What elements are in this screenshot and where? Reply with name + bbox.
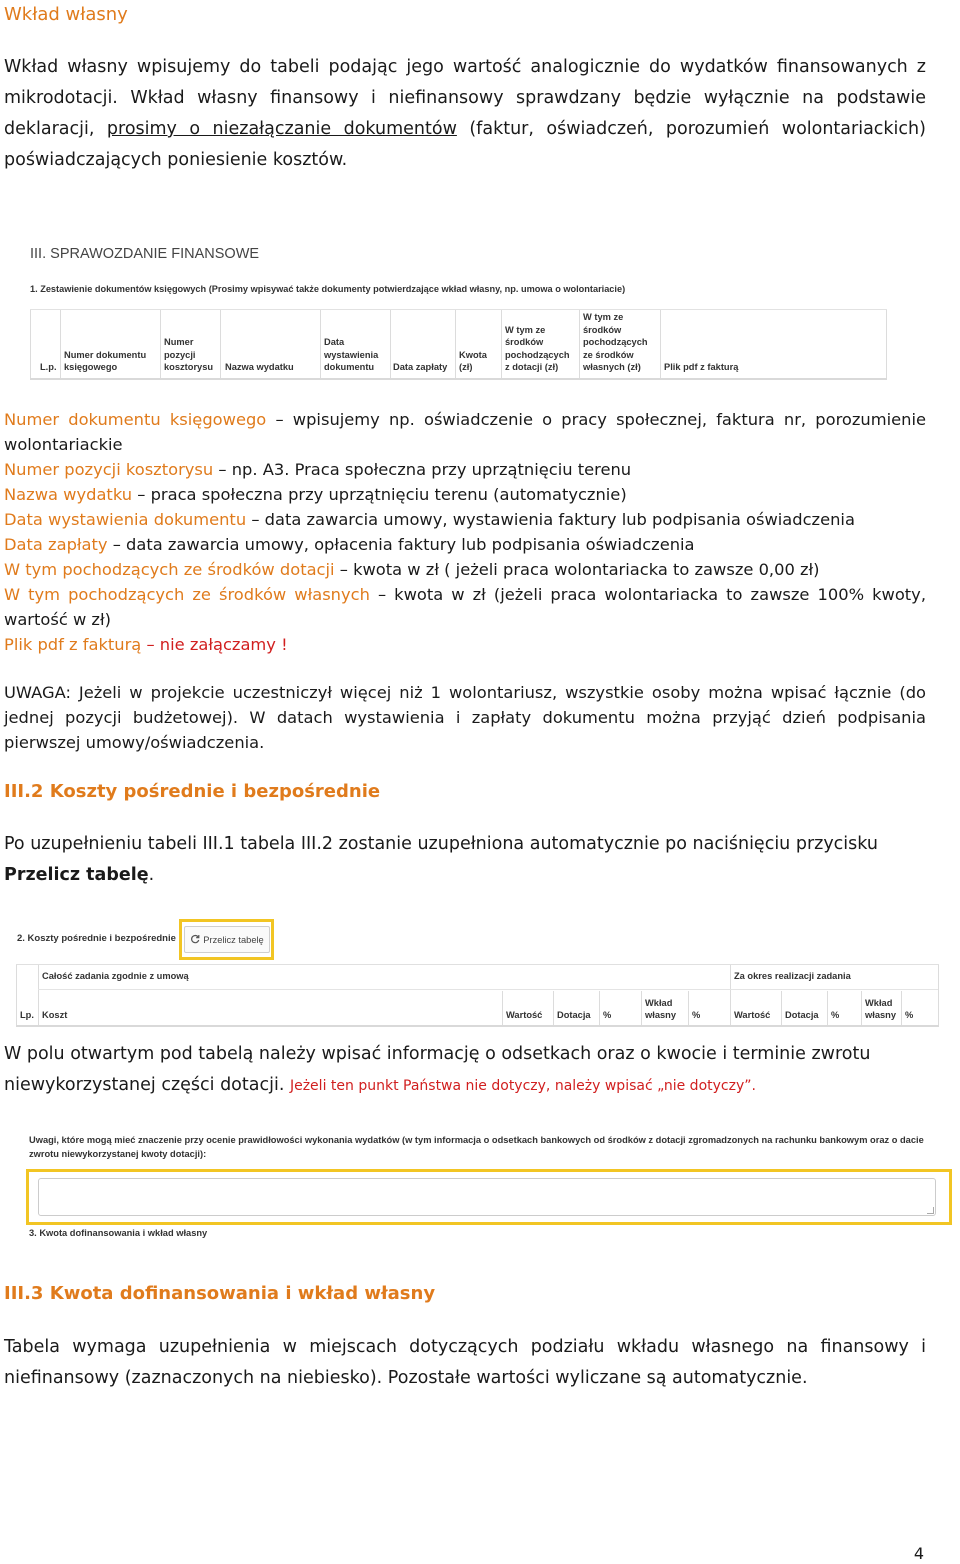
documents-table-header <box>30 309 887 380</box>
next-section-label: 3. Kwota dofinansowania i wkład własny <box>29 1228 208 1238</box>
definition-item: Data zapłaty – data zawarcia umowy, opłacenia faktury lub podpisania oświadczenia <box>4 535 695 554</box>
refresh-icon <box>190 934 200 946</box>
col-from-grant: W tym ze środków pochodzących z dotacji (zł) <box>505 324 570 373</box>
col-own-contribution: Wkład własny <box>645 997 677 1021</box>
definition-item: Numer pozycji kosztorysu – np. A3. Praca społeczna przy uprzątnięciu terenu <box>4 460 632 479</box>
costs-table-screenshot <box>14 918 940 1028</box>
col-pdf-invoice: Plik pdf z fakturą <box>664 362 739 373</box>
costs-heading: 2. Koszty pośrednie i bezpośrednie <box>17 933 176 944</box>
col-value: Wartość <box>506 1010 543 1021</box>
definition-item: Data wystawienia dokumentu – data zawarcia umowy, wystawienia faktury lub podpisania oświadczenia <box>4 510 855 529</box>
section-2-heading: III.2 Koszty pośrednie i bezpośrednie <box>4 781 381 802</box>
intro-text-2: (faktur, oświadczeń, porozumień wolontariackich) poświadczających poniesienie kosztów. <box>4 119 926 170</box>
recalculate-button[interactable]: Przelicz tabelę <box>184 926 270 953</box>
section-2-text: Po uzupełnieniu tabeli III.1 tabela III.2 zostanie uzupełniona automatycznie po naciśnięciu przycisku Przelicz tabelę. <box>4 834 878 885</box>
col-grant: Dotacja <box>785 1010 819 1021</box>
not-applicable-note: Jeżeli ten punkt Państwa nie dotyczy, należy wpisać „nie dotyczy”. <box>289 1078 756 1094</box>
section-3-text: Tabela wymaga uzupełnienia w miejscach dotyczących podziału wkładu własnego na finansowy i niefinansowy (zaznaczonych na niebiesko). Pozostałe wartości wyliczane są automatycznie. <box>4 1337 926 1388</box>
field-note: W polu otwartym pod tabelą należy wpisać informację o odsetkach oraz o kwocie i terminie zwrotu niewykorzystanej części dotacji. Jeżeli ten punkt Państwa nie dotyczy, należy wpisać „nie dotyczy”. <box>4 1044 871 1095</box>
col-percent: % <box>603 1010 612 1021</box>
resize-handle-icon[interactable] <box>927 1207 934 1214</box>
col-issue-date: Data wystawienia dokumentu <box>324 337 379 373</box>
remarks-screenshot <box>26 1130 954 1244</box>
section-3-heading: III.3 Kwota dofinansowania i wkład własny <box>4 1283 436 1304</box>
page-title: Wkład własny <box>4 4 128 25</box>
col-expense-name: Nazwa wydatku <box>225 362 294 373</box>
col-value: Wartość <box>734 1010 771 1021</box>
report-subheading: 1. Zestawienie dokumentów księgowych (Prosimy wpisywać także dokumenty potwierdzające wkład własny, np. umowa o wolontariacie) <box>30 284 626 294</box>
col-own-contribution: Wkład własny <box>865 997 897 1021</box>
col-cost-position: Numer pozycji kosztorysu <box>164 337 214 373</box>
definition-item: Numer dokumentu księgowego – wpisujemy np. oświadczenie o pracy społecznej, faktura nr, porozumienie wolontariackie <box>4 410 926 454</box>
uwaga-note: UWAGA: Jeżeli w projekcie uczestniczył więcej niż 1 wolontariusz, wszystkie osoby można wpisać łącznie (do jednej pozycji budżetowej). W datach wystawienia i zapłaty dokumentu można przyjąć dzień podpisania pierwszej umowy/oświadczenia. <box>4 683 926 752</box>
pdf-definition: Plik pdf z fakturą – nie załączamy ! <box>4 635 288 654</box>
no-attachments-link[interactable]: prosimy o niezałączanie dokumentów <box>106 119 457 139</box>
col-lp: L.p. <box>40 362 57 373</box>
col-grant: Dotacja <box>557 1010 591 1021</box>
page-number: 4 <box>913 1544 924 1563</box>
group-whole-task: Całość zadania zgodnie z umową <box>42 971 189 981</box>
col-lp: Lp. <box>20 1010 34 1021</box>
group-realization-period: Za okres realizacji zadania <box>734 971 851 981</box>
col-payment-date: Data zapłaty <box>393 362 448 373</box>
col-percent: % <box>692 1010 701 1021</box>
definition-item: Nazwa wydatku – praca społeczna przy uprzątnięciu terenu (automatycznie) <box>4 485 627 504</box>
definition-item: W tym pochodzących ze środków własnych – kwota w zł (jeżeli praca wolontariacka to zawsze 100% kwoty, wartość w zł) <box>4 585 926 629</box>
financial-report-screenshot <box>30 246 890 382</box>
recalculate-reference: Przelicz tabelę <box>4 865 149 885</box>
col-document-number: Numer dokumentu księgowego <box>64 349 147 373</box>
col-percent: % <box>831 1010 840 1021</box>
definition-item: W tym pochodzących ze środków dotacji – kwota w zł ( jeżeli praca wolontariacka to zawsze 0,00 zł) <box>4 560 820 579</box>
remarks-label: Uwagi, które mogą mieć znaczenie przy ocenie prawidłowości wykonania wydatków (w tym informacja o odsetkach bankowych od środków z dotacji zgromadzonych na rachunku bankowym oraz o dacie zwrotu niewykorzystanej kwoty dotacji): <box>29 1135 924 1159</box>
remarks-textarea[interactable] <box>38 1178 936 1216</box>
report-heading: III. SPRAWOZDANIE FINANSOWE <box>30 246 260 262</box>
intro-paragraph <box>4 52 926 176</box>
col-cost: Koszt <box>42 1010 68 1021</box>
intro-text-1: Wkład własny wpisujemy do tabeli podając jego wartość analogicznie do wydatków finansowanych z mikrodotacji. Wkład własny finansowy i niefinansowy sprawdzany będzie wyłącznie na podstawie deklaracji, <box>4 57 926 139</box>
definitions-list <box>4 407 926 657</box>
col-percent: % <box>905 1010 914 1021</box>
costs-table-header <box>16 964 939 1027</box>
col-amount: Kwota (zł) <box>459 349 487 373</box>
col-from-own: W tym ze środków pochodzących ze środków własnych (zł) <box>583 312 648 373</box>
